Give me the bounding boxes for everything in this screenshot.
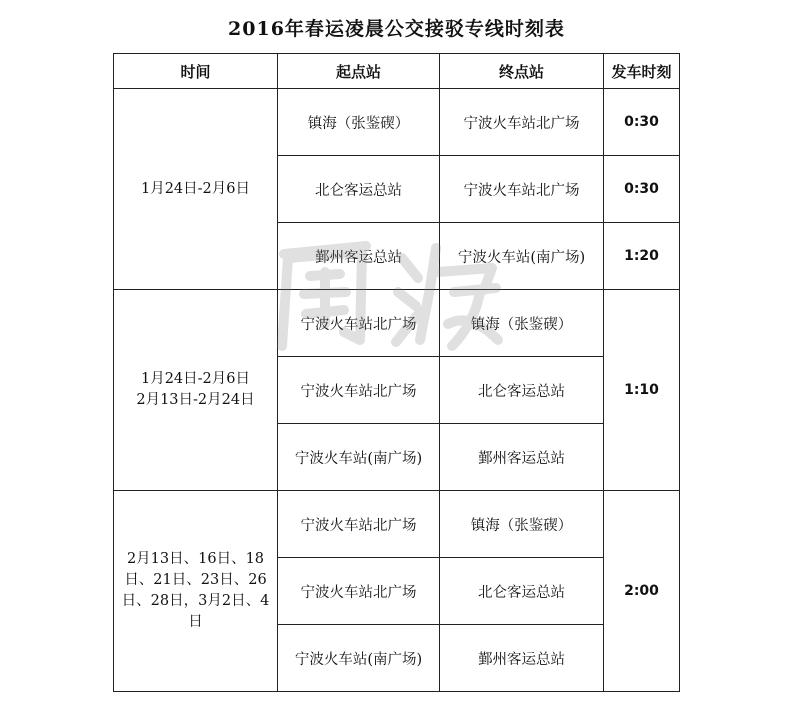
destination-cell: 宁波火车站北广场 bbox=[440, 156, 604, 223]
header-origin: 起点站 bbox=[278, 54, 440, 89]
destination-cell: 镇海（张鉴碶） bbox=[440, 491, 604, 558]
header-row bbox=[114, 54, 680, 89]
header-destination: 终点站 bbox=[440, 54, 604, 89]
origin-cell: 宁波火车站北广场 bbox=[278, 290, 440, 357]
table-row bbox=[114, 491, 680, 558]
time-cell: 2月13日、16日、18日、21日、23日、26日、28日，3月2日、4日 bbox=[114, 491, 278, 692]
table-row bbox=[114, 89, 680, 156]
destination-cell: 宁波火车站北广场 bbox=[440, 89, 604, 156]
departure-cell: 1:10 bbox=[604, 290, 680, 491]
departure-cell: 1:20 bbox=[604, 223, 680, 290]
destination-cell: 鄞州客运总站 bbox=[440, 424, 604, 491]
time-cell: 1月24日-2月6日 2月13日-2月24日 bbox=[114, 290, 278, 491]
origin-cell: 宁波火车站北广场 bbox=[278, 558, 440, 625]
page-title: 2016年春运凌晨公交接驳专线时刻表 bbox=[228, 18, 565, 40]
origin-cell: 宁波火车站(南广场) bbox=[278, 424, 440, 491]
departure-cell: 2:00 bbox=[604, 491, 680, 692]
origin-cell: 北仑客运总站 bbox=[278, 156, 440, 223]
destination-cell: 镇海（张鉴碶） bbox=[440, 290, 604, 357]
table-row bbox=[114, 290, 680, 357]
origin-cell: 镇海（张鉴碶） bbox=[278, 89, 440, 156]
origin-cell: 宁波火车站北广场 bbox=[278, 357, 440, 424]
origin-cell: 宁波火车站(南广场) bbox=[278, 625, 440, 692]
destination-cell: 宁波火车站(南广场) bbox=[440, 223, 604, 290]
destination-cell: 北仑客运总站 bbox=[440, 558, 604, 625]
departure-cell: 0:30 bbox=[604, 156, 680, 223]
origin-cell: 鄞州客运总站 bbox=[278, 223, 440, 290]
timetable bbox=[113, 53, 680, 692]
departure-cell: 0:30 bbox=[604, 89, 680, 156]
header-departure: 发车时刻 bbox=[604, 54, 680, 89]
destination-cell: 鄞州客运总站 bbox=[440, 625, 604, 692]
time-cell: 1月24日-2月6日 bbox=[114, 89, 278, 290]
origin-cell: 宁波火车站北广场 bbox=[278, 491, 440, 558]
header-time: 时间 bbox=[114, 54, 278, 89]
destination-cell: 北仑客运总站 bbox=[440, 357, 604, 424]
